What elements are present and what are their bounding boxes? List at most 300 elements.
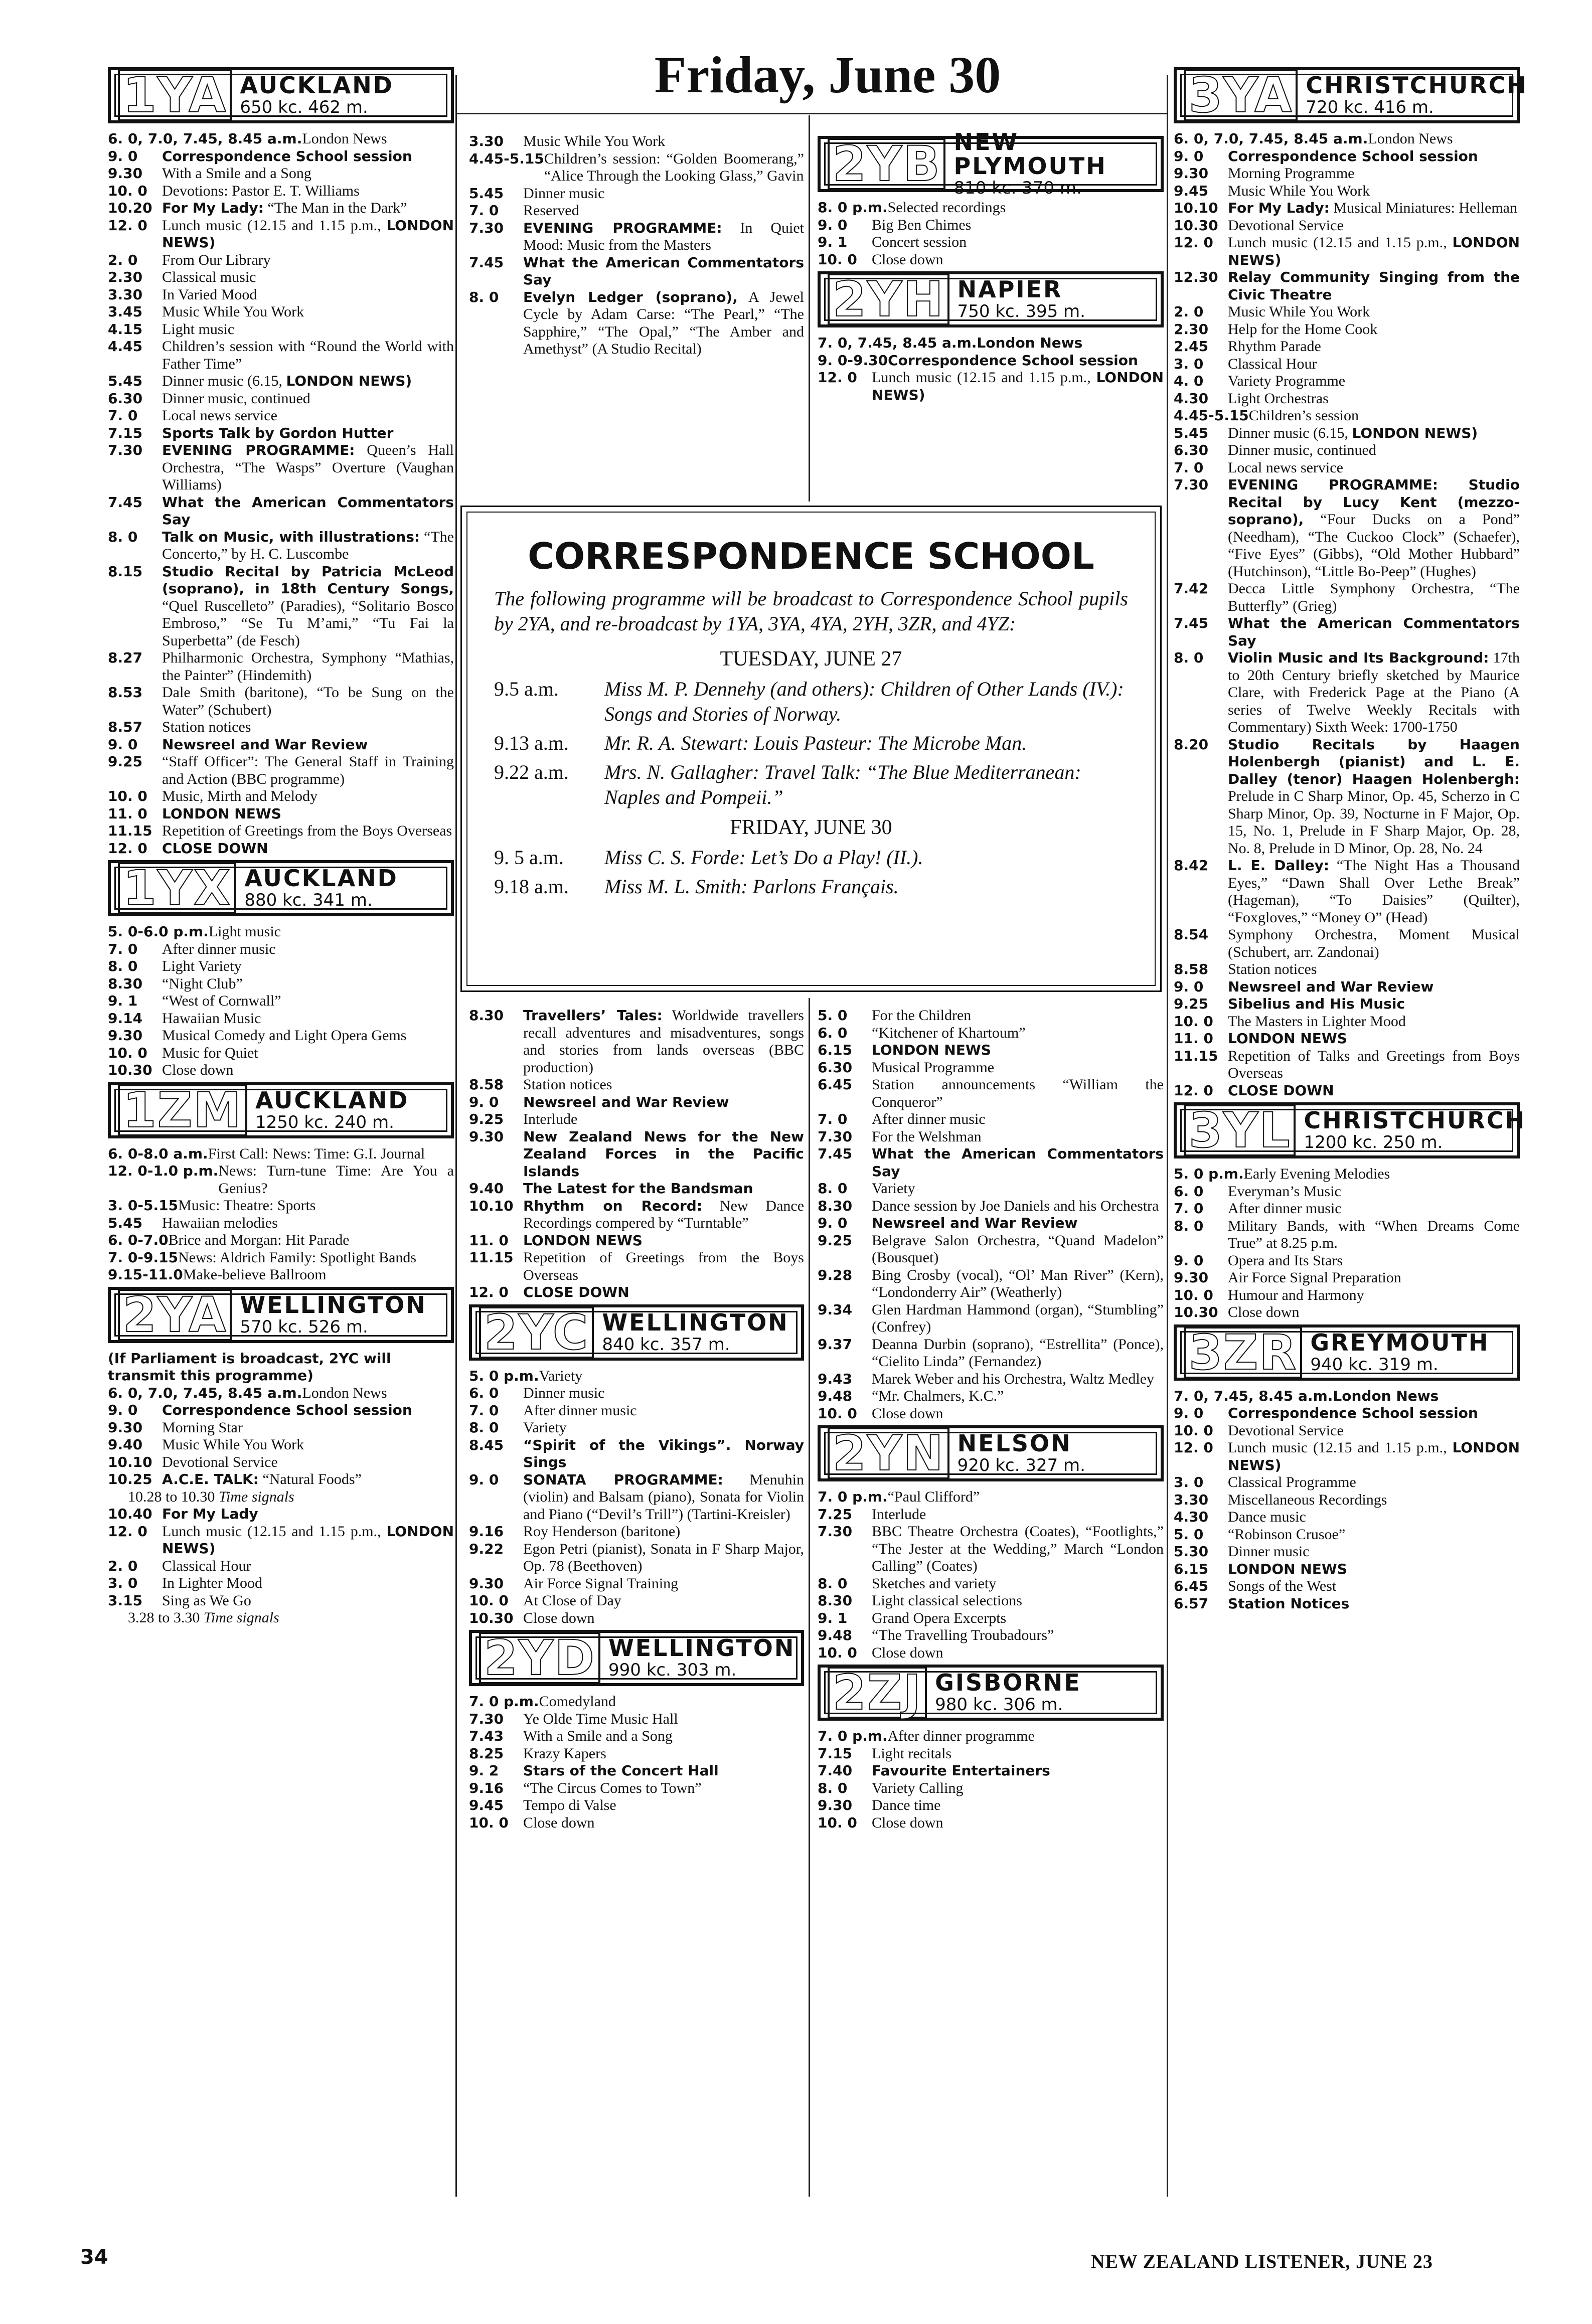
entry-description: First Call: News: Time: G.I. Journal: [208, 1145, 425, 1162]
entry-time: 9.45: [1174, 182, 1209, 199]
schedule-entry: [818, 1797, 1164, 1814]
entry-highlight: What the American Commentators Say: [872, 1145, 1164, 1180]
entry-description: Music for Quiet: [162, 1044, 258, 1061]
schedule-entry: [469, 1128, 804, 1181]
entry-description: Queen’s Hall Orchestra, “The Wasps” Overture (Vaughan Williams): [162, 442, 454, 493]
entry-text: [162, 200, 454, 217]
station-info: [1306, 73, 1528, 117]
entry-time: 5. 0 p.m.: [1174, 1166, 1244, 1182]
entry-time: 5. 0: [1174, 1526, 1204, 1543]
entry-time: 6. 0: [818, 1024, 848, 1041]
entry-text: [1228, 615, 1520, 649]
schedule-entry: [818, 1644, 1164, 1662]
schedule-entry: [818, 1301, 1164, 1336]
entry-description: Egon Petri (pianist), Sonata in F Sharp Major, Op. 78 (Beethoven): [523, 1540, 804, 1574]
entry-time: 10.30: [1174, 217, 1218, 234]
entry-time: 10. 0: [818, 1814, 857, 1831]
schedule-entry: [1174, 580, 1520, 615]
schedule-entry: [108, 148, 454, 165]
entry-text: [1228, 1526, 1520, 1544]
entry-highlight: LONDON NEWS): [1228, 234, 1520, 268]
station-header: [108, 860, 454, 916]
station-frequency: 1250 kc. 240 m.: [255, 1112, 394, 1132]
entry-text: [162, 975, 454, 993]
entry-text: [162, 1402, 454, 1419]
entry-time: 7.45: [1174, 615, 1209, 631]
entry-highlight: LONDON NEWS: [872, 1042, 991, 1058]
entry-time: 2. 0: [108, 251, 138, 268]
schedule-entry: [1174, 1578, 1520, 1595]
entry-time: 7.30: [469, 219, 504, 236]
entry-text: [162, 373, 454, 390]
schedule-entry: [108, 130, 454, 148]
entry-time: 9.25: [818, 1232, 853, 1249]
schedule-entry: [1174, 183, 1520, 200]
schedule-entry: [108, 1506, 454, 1523]
station-frequency: 570 kc. 526 m.: [240, 1316, 368, 1337]
entry-description: Military Bands, with “When Dreams Come True” at 8.25 p.m.: [1228, 1217, 1520, 1251]
entry-description: Sketches and variety: [872, 1575, 997, 1592]
entry-text: [183, 1266, 454, 1284]
entry-time: 6.45: [1174, 1578, 1209, 1594]
schedule-entry: [108, 390, 454, 408]
entry-text: [162, 1010, 454, 1028]
schedule-entry: [818, 369, 1164, 404]
correspondence-intro: The following programme will be broadcast to Correspondence School pupils by 2YA, and re-broadcast by 1YA, 3YA, 4YA, 2YH, 3ZR, and 4YZ:: [494, 587, 1128, 635]
schedule-entry: [469, 1575, 804, 1593]
station-callsign: 2YD: [479, 1632, 600, 1684]
entry-text: [523, 1728, 804, 1745]
entry-description: “Quel Ruscelleto” (Paradies), “Solitario Bosco Embroso,” “Se Tu M’ami,” “Tu Fai la Superbetta” (de Fesch): [162, 597, 454, 649]
schedule-entry: [1174, 995, 1520, 1013]
entry-time: 8. 0: [469, 1419, 499, 1436]
schedule-entry: [108, 442, 454, 494]
schedule-entry: [818, 1388, 1164, 1405]
entry-time: 6.45: [818, 1076, 853, 1093]
entry-highlight: New Zealand News for the New Zealand Forces in the Pacific Islands: [523, 1128, 804, 1180]
entry-time: 6. 0, 7.0, 7.45, 8.45 a.m.: [1174, 130, 1368, 147]
schedule-entry: [108, 1232, 454, 1249]
schedule-entry: [818, 1405, 1164, 1423]
title-rule: [455, 113, 1167, 114]
entry-highlight: EVENING PROGRAMME: Studio Recital by Lucy Kent (mezzo-soprano),: [1228, 476, 1520, 528]
station-header: [818, 1665, 1164, 1721]
entry-time: 9. 1: [818, 1609, 848, 1626]
entry-time: 10.25: [108, 1471, 152, 1487]
entry-time: 7.30: [1174, 476, 1209, 493]
entry-time: 2. 0: [1174, 303, 1204, 320]
lesson-time: 9.18 a.m.: [494, 875, 569, 898]
entry-text: [1228, 183, 1520, 200]
schedule-entry: [108, 941, 454, 958]
entry-time: 9.34: [818, 1301, 853, 1318]
entry-text: [1228, 736, 1520, 858]
schedule-entry: [818, 1267, 1164, 1301]
entry-description: Dance music: [1228, 1509, 1306, 1525]
entry-text: [1228, 390, 1520, 408]
schedule-entry: [108, 1471, 454, 1488]
entry-description: Devotional Service: [1228, 217, 1344, 234]
entry-description: “Robinson Crusoe”: [1228, 1526, 1346, 1543]
entry-text: [1228, 148, 1520, 165]
entry-text: [162, 736, 454, 754]
entry-text: [162, 684, 454, 719]
entry-text: [523, 254, 804, 289]
entry-highlight: LONDON NEWS: [1228, 1030, 1347, 1047]
schedule-entry: [469, 1419, 804, 1437]
entry-description: After dinner music: [162, 940, 276, 957]
schedule-entry: [818, 251, 1164, 269]
correspondence-lesson: [494, 845, 1128, 870]
entry-description: News: Aldrich Family: Spotlight Bands: [178, 1249, 417, 1266]
schedule-entry: [469, 1249, 804, 1284]
entry-text: [1228, 857, 1520, 926]
entry-text: [523, 1249, 804, 1284]
entry-highlight: Relay Community Singing from the Civic Theatre: [1228, 269, 1520, 303]
entry-description: Belgrave Salon Orchestra, “Quand Madelon” (Bousquet): [872, 1232, 1164, 1266]
schedule-entry: [1174, 1013, 1520, 1031]
entry-time: 7.45: [469, 254, 504, 271]
schedule-entry: [1174, 1048, 1520, 1082]
schedule-entry: [108, 269, 454, 286]
entry-description: Devotions: Pastor E. T. Williams: [162, 182, 360, 199]
entry-text: [1228, 926, 1520, 961]
entry-time: 9.43: [818, 1370, 853, 1387]
station-callsign: 3ZR: [1184, 1326, 1302, 1379]
entry-text: [1228, 373, 1520, 390]
entry-time: 3. 0: [108, 1575, 138, 1591]
entry-description: Musical Comedy and Light Opera Gems: [162, 1027, 407, 1044]
entry-description: Dance session by Joe Daniels and his Orchestra: [872, 1197, 1159, 1214]
entry-text: [544, 150, 804, 185]
entry-description: Repetition of Greetings from the Boys Overseas: [162, 822, 452, 839]
entry-time: 8.30: [108, 975, 143, 992]
schedule-entry: [818, 1232, 1164, 1267]
entry-highlight: LONDON NEWS): [1352, 424, 1478, 441]
station-info: [958, 277, 1085, 321]
entry-description: For the Children: [872, 1007, 972, 1024]
schedule-entry: [108, 338, 454, 373]
schedule-entry: [818, 1592, 1164, 1610]
schedule-entry: [818, 335, 1164, 352]
entry-text: [872, 217, 1164, 234]
column-3-bottom: [818, 1007, 1164, 1832]
entry-text: [162, 286, 454, 304]
entry-text: [888, 1488, 1164, 1506]
schedule-entry: [1174, 338, 1520, 356]
entry-highlight: LONDON NEWS: [162, 805, 281, 822]
entry-time: 9.25: [1174, 995, 1209, 1012]
entry-text: [162, 1558, 454, 1575]
entry-description: “Paul Clifford”: [887, 1488, 980, 1505]
entry-description: Children’s session: “Golden Boomerang,” “Alice Through the Looking Glass,” Gavin: [544, 150, 804, 184]
schedule-entry: [818, 1025, 1164, 1042]
schedule-entry: [1174, 476, 1520, 580]
entry-highlight: Station Notices: [1228, 1595, 1350, 1612]
entry-text: [162, 822, 454, 840]
station-header: [108, 67, 454, 123]
entry-description: “Night Club”: [162, 975, 243, 992]
entry-time: 5. 0: [818, 1007, 848, 1024]
schedule-entry: [818, 1728, 1164, 1745]
entry-text: [1244, 1166, 1520, 1183]
time-signals: [108, 1488, 454, 1506]
entry-time: 8.20: [1174, 736, 1209, 753]
entry-text: [1228, 1218, 1520, 1252]
entry-highlight: SONATA PROGRAMME:: [523, 1471, 723, 1488]
lesson-time: 9.22 a.m.: [494, 761, 569, 783]
schedule-entry: [108, 1163, 454, 1197]
lesson-title: Miss M. L. Smith: Parlons Français.: [604, 875, 899, 898]
schedule-entry: [469, 1180, 804, 1198]
entry-time: 5.45: [108, 373, 143, 389]
entry-text: [162, 1027, 454, 1045]
entry-time: 7.45: [818, 1145, 853, 1162]
station-header: [469, 1304, 804, 1361]
entry-description: Station announcements “William the Conqueror”: [872, 1076, 1164, 1110]
entry-description: Variety Programme: [1228, 373, 1346, 389]
entry-time: 2.30: [108, 269, 143, 285]
time-signal-range: 10.28 to 10.30: [128, 1488, 215, 1505]
schedule-entry: [818, 1111, 1164, 1128]
schedule-entry: [108, 1027, 454, 1045]
schedule-entry: [1174, 1422, 1520, 1440]
schedule-entry: [108, 252, 454, 269]
entry-time: 5. 0-6.0 p.m.: [108, 923, 209, 940]
entry-description: After dinner programme: [887, 1728, 1035, 1744]
entry-time: 9. 1: [108, 992, 138, 1009]
schedule-entry: [108, 494, 454, 529]
entry-time: 10.30: [108, 1062, 152, 1078]
entry-highlight: The Latest for the Bandsman: [523, 1180, 753, 1197]
station-callsign: 2YN: [828, 1427, 949, 1479]
entry-highlight: CLOSE DOWN: [162, 840, 268, 857]
schedule-entry: [469, 1076, 804, 1094]
entry-description: Close down: [1228, 1304, 1300, 1320]
schedule-entry: [469, 1610, 804, 1627]
schedule-entry: [1174, 1474, 1520, 1491]
entry-time: 7.25: [818, 1506, 853, 1523]
schedule-entry: [469, 1541, 804, 1575]
entry-time: 10. 0: [1174, 1422, 1213, 1439]
correspondence-lesson: [494, 874, 1128, 899]
entry-highlight: “Spirit of the Vikings”. Norway Sings: [523, 1436, 804, 1470]
entry-description: “Natural Foods”: [262, 1471, 362, 1487]
schedule-entry: [108, 649, 454, 684]
station-frequency: 750 kc. 395 m.: [957, 301, 1085, 321]
schedule-entry: [1174, 857, 1520, 926]
entry-time: 8.54: [1174, 926, 1209, 943]
entry-time: 7.45: [108, 493, 143, 511]
entry-text: [523, 1419, 804, 1437]
entry-time: 11. 0: [469, 1232, 509, 1249]
entry-text: [872, 1042, 1164, 1059]
entry-highlight: For My Lady: [162, 1506, 258, 1522]
column-2-top: [469, 133, 804, 358]
entry-description: From Our Library: [162, 251, 271, 268]
entry-description: In Varied Mood: [162, 286, 257, 303]
schedule-entry: [1174, 1304, 1520, 1321]
schedule-entry: [108, 1575, 454, 1592]
schedule-entry: [469, 1762, 804, 1780]
entry-time: 12. 0-1.0 p.m.: [108, 1163, 219, 1179]
entry-time: 9. 0: [1174, 147, 1204, 164]
entry-text: [1228, 442, 1520, 459]
entry-time: 9.30: [1174, 1269, 1209, 1286]
entry-text: [162, 321, 454, 339]
entry-description: Songs of the West: [1228, 1578, 1337, 1594]
schedule-entry: [1174, 961, 1520, 978]
entry-text: [162, 1454, 454, 1471]
station-callsign: 2YH: [828, 273, 949, 325]
schedule-entry: [1174, 1269, 1520, 1287]
schedule-entry: [108, 1558, 454, 1575]
station-callsign: 1YA: [118, 69, 232, 121]
entry-text: [523, 1575, 804, 1593]
schedule-entry: [108, 407, 454, 425]
entry-time: 7. 0 p.m.: [818, 1728, 888, 1744]
station-city: WELLINGTON: [240, 1291, 427, 1318]
entry-text: [162, 425, 454, 442]
entry-text: [1228, 1561, 1520, 1578]
station-city: WELLINGTON: [608, 1634, 795, 1662]
entry-description: In Quiet Mood: Music from the Masters: [523, 219, 804, 253]
entry-description: Dinner music: [1228, 1543, 1310, 1560]
schedule-entry: [469, 1198, 804, 1232]
entry-highlight: London News: [1333, 1387, 1439, 1404]
station-info: [240, 73, 394, 117]
entry-time: 12. 0: [469, 1284, 509, 1300]
entry-text: [162, 1523, 454, 1558]
entry-text: [1228, 356, 1520, 373]
entry-highlight: Newsreel and War Review: [523, 1093, 729, 1110]
entry-description: Dinner music: [523, 1385, 605, 1401]
entry-description: After dinner music: [523, 1402, 637, 1419]
correspondence-lesson: [494, 760, 1128, 810]
schedule-entry: [818, 1762, 1164, 1780]
entry-time: 10. 0: [108, 1044, 147, 1061]
entry-text: [523, 1523, 804, 1541]
schedule-entry: [818, 1215, 1164, 1232]
entry-description: Dinner music, continued: [162, 390, 310, 407]
entry-text: [872, 1232, 1164, 1267]
entry-description: Air Force Signal Preparation: [1228, 1269, 1401, 1286]
entry-time: 9. 0-9.30: [818, 352, 888, 369]
schedule-entry: [818, 1145, 1164, 1180]
schedule-entry: [818, 1610, 1164, 1627]
entry-text: [523, 1780, 804, 1797]
entry-text: [209, 923, 454, 941]
entry-description: Classical music: [162, 269, 256, 285]
station-frequency: 1200 kc. 250 m.: [1304, 1132, 1443, 1152]
entry-text: [162, 407, 454, 425]
entry-text: [977, 335, 1164, 352]
entry-text: [523, 289, 804, 358]
entry-time: 12. 0: [108, 1523, 147, 1540]
station-city: GISBORNE: [935, 1669, 1081, 1696]
entry-time: 9.28: [818, 1266, 853, 1283]
entry-text: [872, 1111, 1164, 1128]
entry-text: [162, 753, 454, 788]
station-info: [1310, 1331, 1489, 1375]
entry-time: 8.30: [818, 1197, 853, 1214]
entry-description: Devotional Service: [162, 1453, 278, 1470]
schedule-entry: [818, 1506, 1164, 1524]
entry-description: Local news service: [1228, 459, 1343, 476]
entry-text: [872, 1267, 1164, 1301]
entry-text: [523, 1592, 804, 1610]
schedule-entry: [1174, 1287, 1520, 1304]
entry-time: 8.30: [818, 1592, 853, 1609]
entry-text: [523, 202, 804, 220]
entry-text: [1228, 1013, 1520, 1031]
entry-description: Close down: [872, 1814, 943, 1831]
entry-description: “The Man in the Dark”: [267, 200, 407, 216]
entry-description: Close down: [162, 1062, 234, 1078]
schedule-entry: [469, 133, 804, 150]
entry-time: 9.30: [469, 1128, 504, 1145]
schedule-entry: [108, 373, 454, 390]
schedule-entry: [469, 1693, 804, 1711]
entry-time: 9. 0: [469, 1471, 499, 1488]
entry-time: 8.30: [469, 1007, 504, 1024]
schedule-entry: [1174, 356, 1520, 373]
entry-description: Close down: [872, 1405, 943, 1422]
station-info: [608, 1636, 795, 1680]
correspondence-lesson: [494, 731, 1128, 756]
schedule-entry: [818, 1180, 1164, 1198]
entry-text: [162, 788, 454, 805]
entry-time: 7.15: [818, 1745, 853, 1762]
entry-highlight: Rhythm on Record:: [523, 1197, 703, 1214]
schedule-entry: [818, 1575, 1164, 1593]
entry-time: 9. 0: [818, 216, 848, 233]
entry-description: Ye Olde Time Music Hall: [523, 1710, 678, 1727]
schedule-entry: [469, 1728, 804, 1745]
entry-text: [1228, 1269, 1520, 1287]
entry-time: 4.30: [1174, 1509, 1209, 1525]
entry-text: [162, 1575, 454, 1592]
schedule-entry: [1174, 736, 1520, 858]
entry-time: 9. 0: [1174, 1405, 1204, 1421]
entry-description: Dinner music (6.15,: [162, 373, 282, 389]
entry-description: Interlude: [872, 1506, 926, 1523]
time-signal-range: 3.28 to 3.30: [128, 1609, 200, 1626]
schedule-entry: [818, 1007, 1164, 1025]
entry-time: 10. 0: [818, 1644, 857, 1661]
entry-time: 7. 0: [818, 1111, 848, 1127]
entry-time: 7. 0 p.m.: [818, 1488, 888, 1505]
entry-time: 11.15: [108, 822, 152, 839]
entry-text: [169, 1232, 454, 1249]
entry-text: [872, 1336, 1164, 1371]
station-callsign: 3YA: [1184, 69, 1298, 121]
entry-text: [872, 1575, 1164, 1593]
entry-highlight: Correspondence School session: [162, 1402, 412, 1418]
entry-text: [1228, 1252, 1520, 1270]
schedule-entry: [818, 1198, 1164, 1215]
entry-time: 9.30: [469, 1575, 504, 1592]
station-city: NEW PLYMOUTH: [953, 128, 1107, 180]
entry-time: 2.45: [1174, 338, 1209, 355]
entry-description: 17th to 20th Century briefly sketched by Maurice Clare, with Frederick Page at the Piano (A series of Twelve Weekly Recitals with Commentary) Sixth Week: 1700-1750: [1228, 649, 1520, 735]
schedule-entry: [1174, 978, 1520, 996]
entry-time: 8. 0: [818, 1180, 848, 1197]
entry-text: [1228, 165, 1520, 183]
station-city: NELSON: [957, 1430, 1072, 1457]
entry-time: 10. 0: [108, 788, 147, 804]
entry-description: Close down: [872, 1644, 943, 1661]
